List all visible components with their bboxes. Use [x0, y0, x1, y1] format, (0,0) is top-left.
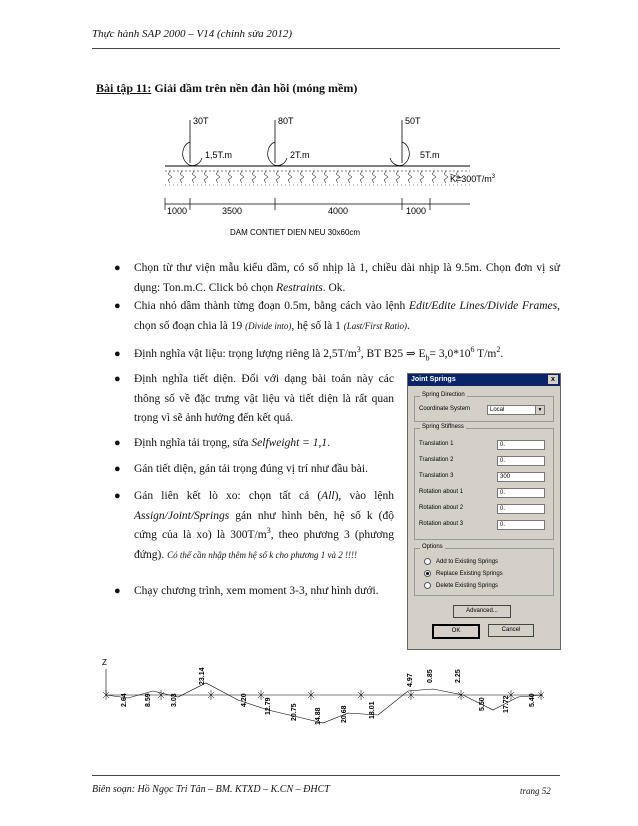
rotation-1-field[interactable]: 0. — [497, 488, 545, 498]
page-header: Thực hành SAP 2000 – V14 (chỉnh sửa 2012) — [92, 28, 293, 40]
moment-label-11: 4.97 — [407, 673, 414, 687]
exercise-title — [96, 81, 357, 96]
options-group: Options Add to Existing Springs Replace Existing Springs Delete Existing Springs — [414, 548, 554, 596]
close-button[interactable]: x — [548, 375, 558, 384]
dim-3: 4000 — [328, 206, 349, 216]
load-label-3: 50T — [405, 116, 421, 126]
option-add-radio[interactable]: Add to Existing Springs — [424, 558, 498, 565]
beam-diagram — [150, 108, 520, 243]
footer-rule — [92, 775, 560, 776]
spring-stiffness-group: Spring Stiffness Translation 1 0. Translation 2 0. Translation 3 300 Rotation about 1 0. Rotation about 2 0. Rotation about 3 0. — [414, 428, 554, 540]
bullet-6: ● Gán tiết diện, gán tải trọng đúng vị trí như đầu bài. — [114, 463, 368, 475]
moment-label-12: 0.85 — [427, 669, 434, 683]
bullet-7: ● Gán liên kết lò xo: chọn tất cả (All), vào lệnh Assign/Joint/Springs gán như hình bên, hệ số k (độ cứng của là xo) là $300T/m^3$, theo phương 3 (phương đứng). Có thể cần nhập thêm hệ số k cho phương 1 và 2 !!!! — [114, 490, 395, 561]
moment-label-16: 5.40 — [529, 693, 536, 707]
page-number: trang 52 — [520, 786, 551, 796]
bullet-4: ● Định nghĩa tiết diện. Đối với dạng bài toán này các thông số về đặc trưng vật liệu và tiết diện là rất quan trọng vì sẽ ảnh hưởng đến kết quả. — [114, 373, 394, 424]
moment-label-1: 1,5T.m — [205, 150, 233, 160]
coord-system-label: Coordinate System — [419, 406, 471, 412]
z-axis-label: Z — [102, 658, 107, 667]
moment-label-2: 2T.m — [290, 150, 310, 160]
spring-label: $K=300T/m^3$ — [450, 174, 496, 184]
translation-1-field[interactable]: 0. — [497, 440, 545, 450]
load-label-1: 30T — [193, 116, 209, 126]
moment-label-5: 4.20 — [241, 693, 248, 707]
option-replace-radio[interactable]: Replace Existing Springs — [424, 570, 503, 577]
section-label: DAM CONTIET DIEN NEU 30x60cm — [230, 228, 361, 237]
spring-direction-group: Spring Direction Coordinate System Local ▼ — [414, 396, 554, 422]
rotation-2-label: Rotation about 2 — [419, 505, 464, 511]
bullet-5: ● Định nghĩa tải trọng, sửa Selfweight = 1,1. — [114, 437, 331, 449]
dim-1: 1000 — [167, 206, 188, 216]
bullet-8: ● Chạy chương trình, xem moment 3-3, như hình dưới. — [114, 585, 379, 597]
rotation-3-label: Rotation about 3 — [419, 521, 464, 527]
header-rule — [92, 48, 560, 49]
joint-springs-dialog — [407, 373, 561, 650]
moment-label-14: 5.50 — [479, 697, 486, 711]
dim-2: 3500 — [222, 206, 243, 216]
translation-1-label: Translation 1 — [419, 441, 454, 447]
ok-button[interactable]: OK — [432, 624, 480, 639]
option-delete-radio[interactable]: Delete Existing Springs — [424, 582, 498, 589]
moment-label-3: 5T.m — [420, 150, 440, 160]
moment-label-10: 18.01 — [369, 701, 376, 719]
chevron-down-icon: ▼ — [535, 406, 544, 414]
coord-system-select[interactable]: Local ▼ — [487, 405, 545, 415]
moment-label-1: 2.64 — [121, 693, 128, 707]
moment-label-9: 20.68 — [341, 705, 348, 723]
load-label-2: 80T — [278, 116, 294, 126]
translation-2-label: Translation 2 — [419, 457, 454, 463]
translation-3-field[interactable]: 300 — [497, 472, 545, 482]
moment-label-15: 17.72 — [503, 695, 510, 713]
moment-label-4: 23.14 — [199, 667, 206, 685]
exercise-text: Giải dầm trên nền đàn hồi (móng mềm) — [151, 81, 358, 95]
moment-label-13: 2.25 — [455, 669, 462, 683]
page-footer: Biên soạn: Hồ Ngọc Tri Tân – BM. KTXD – K.CN – ĐHCT — [92, 784, 330, 795]
rotation-1-label: Rotation about 1 — [419, 489, 464, 495]
exercise-label: Bài tập 11: — [96, 81, 152, 95]
bullet-2: ● Chia nhỏ dầm thành từng đoạn 0.5m, bằng cách vào lệnh Edit/Edite Lines/Divide Frames, chọn số đoạn chia là 19 (Divide into), hệ số là 1 (Last/First Ratio). — [114, 300, 560, 332]
moment-label-3: 3.03 — [171, 693, 178, 707]
moment-label-8: 14.88 — [315, 707, 322, 725]
rotation-3-field[interactable]: 0. — [497, 520, 545, 530]
translation-2-field[interactable]: 0. — [497, 456, 545, 466]
moment-diagram — [98, 655, 553, 755]
cancel-button[interactable]: Cancel — [488, 624, 534, 637]
rotation-2-field[interactable]: 0. — [497, 504, 545, 514]
dim-4: 1000 — [406, 206, 427, 216]
advanced-button[interactable]: Advanced... — [453, 605, 511, 618]
translation-3-label: Translation 3 — [419, 473, 454, 479]
moment-label-7: 20.75 — [291, 703, 298, 721]
bullet-1: ● Chọn từ thư viện mẫu kiểu dầm, có số nhịp là 1, chiều dài nhịp là 9.5m. Chọn đơn vị sử dụng: Ton.m.C. Click bỏ chọn Restraints. Ok. — [114, 262, 560, 294]
dialog-titlebar: Joint Springs x — [408, 374, 560, 386]
moment-label-6: 12.79 — [265, 697, 272, 715]
moment-label-2: 8.59 — [145, 693, 152, 707]
bullet-3: ● Định nghĩa vật liệu: trọng lượng riêng là $2,5T/m^3$, BT B25 ⇒ $E_b= 3,0*10^6$ $T/m^2$. — [114, 345, 504, 363]
